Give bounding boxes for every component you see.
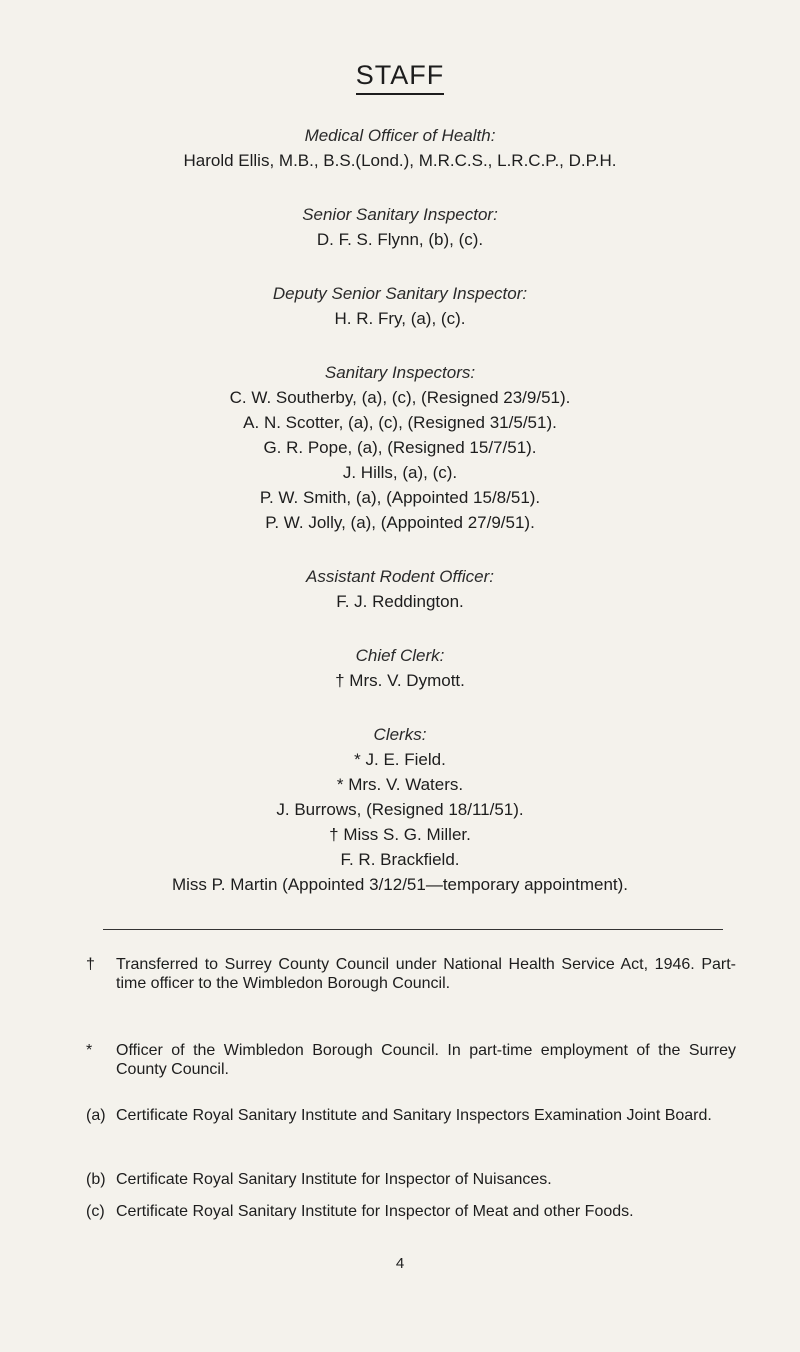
staff-entry: H. R. Fry, (a), (c).	[334, 309, 466, 328]
footnote-text: Certificate Royal Sanitary Institute for Inspector of Meat and other Foods.	[116, 1203, 634, 1220]
staff-entry: P. W. Jolly, (a), (Appointed 27/9/51).	[265, 513, 535, 532]
footnote-mark: (b)	[86, 1171, 106, 1188]
staff-entry: Harold Ellis, M.B., B.S.(Lond.), M.R.C.S., L.R.C.P., D.P.H.	[183, 151, 617, 170]
section-senior-sanitary-inspector	[0, 202, 800, 252]
footnote-text: Certificate Royal Sanitary Institute and Sanitary Inspectors Examination Joint Board.	[116, 1107, 712, 1124]
staff-entry: G. R. Pope, (a), (Resigned 15/7/51).	[263, 438, 537, 457]
staff-entry: P. W. Smith, (a), (Appointed 15/8/51).	[259, 488, 541, 507]
section-clerks	[0, 722, 800, 897]
page-title	[0, 60, 800, 95]
section-heading: Senior Sanitary Inspector:	[302, 205, 498, 224]
section-assistant-rodent-officer	[0, 564, 800, 614]
staff-entry: Miss P. Martin (Appointed 3/12/51—temporary appointment).	[171, 875, 629, 894]
section-medical-officer	[0, 123, 800, 173]
footnote-divider	[103, 929, 723, 930]
page-number: 4	[395, 1255, 405, 1272]
staff-entry: A. N. Scotter, (a), (c), (Resigned 31/5/51).	[243, 413, 557, 432]
section-heading: Sanitary Inspectors:	[324, 363, 476, 382]
footnote-mark: (c)	[86, 1203, 105, 1220]
section-heading: Assistant Rodent Officer:	[305, 567, 495, 586]
footnote-text: Certificate Royal Sanitary Institute for Inspector of Nuisances.	[116, 1171, 552, 1188]
staff-entry: † Mrs. V. Dymott.	[335, 671, 465, 690]
staff-entry: D. F. S. Flynn, (b), (c).	[316, 230, 484, 249]
page-title-text: STAFF	[356, 60, 445, 95]
footnote-text: Transferred to Surrey County Council under National Health Service Act, 1946. Part-time officer to the Wimbledon Borough Council.	[116, 956, 736, 992]
staff-entry: * J. E. Field.	[354, 750, 446, 769]
staff-entry: * Mrs. V. Waters.	[336, 775, 464, 794]
section-sanitary-inspectors	[0, 360, 800, 535]
footnote-mark: †	[86, 956, 95, 973]
staff-entry: F. J. Reddington.	[336, 592, 464, 611]
staff-entry: F. R. Brackfield.	[340, 850, 460, 869]
staff-list	[0, 123, 800, 926]
section-chief-clerk	[0, 643, 800, 693]
section-heading: Medical Officer of Health:	[304, 126, 496, 145]
staff-entry: J. Hills, (a), (c).	[342, 463, 458, 482]
footnote-mark: (a)	[86, 1107, 106, 1124]
staff-entry: J. Burrows, (Resigned 18/11/51).	[276, 800, 524, 819]
footnote-text: Officer of the Wimbledon Borough Council. In part-time employment of the Surrey County Council.	[116, 1042, 736, 1078]
section-heading: Deputy Senior Sanitary Inspector:	[272, 284, 528, 303]
staff-entry: C. W. Southerby, (a), (c), (Resigned 23/9/51).	[229, 388, 571, 407]
section-heading: Chief Clerk:	[355, 646, 445, 665]
section-deputy-senior-sanitary-inspector	[0, 281, 800, 331]
section-heading: Clerks:	[373, 725, 427, 744]
footnote-mark: *	[86, 1042, 93, 1059]
staff-entry: † Miss S. G. Miller.	[329, 825, 471, 844]
